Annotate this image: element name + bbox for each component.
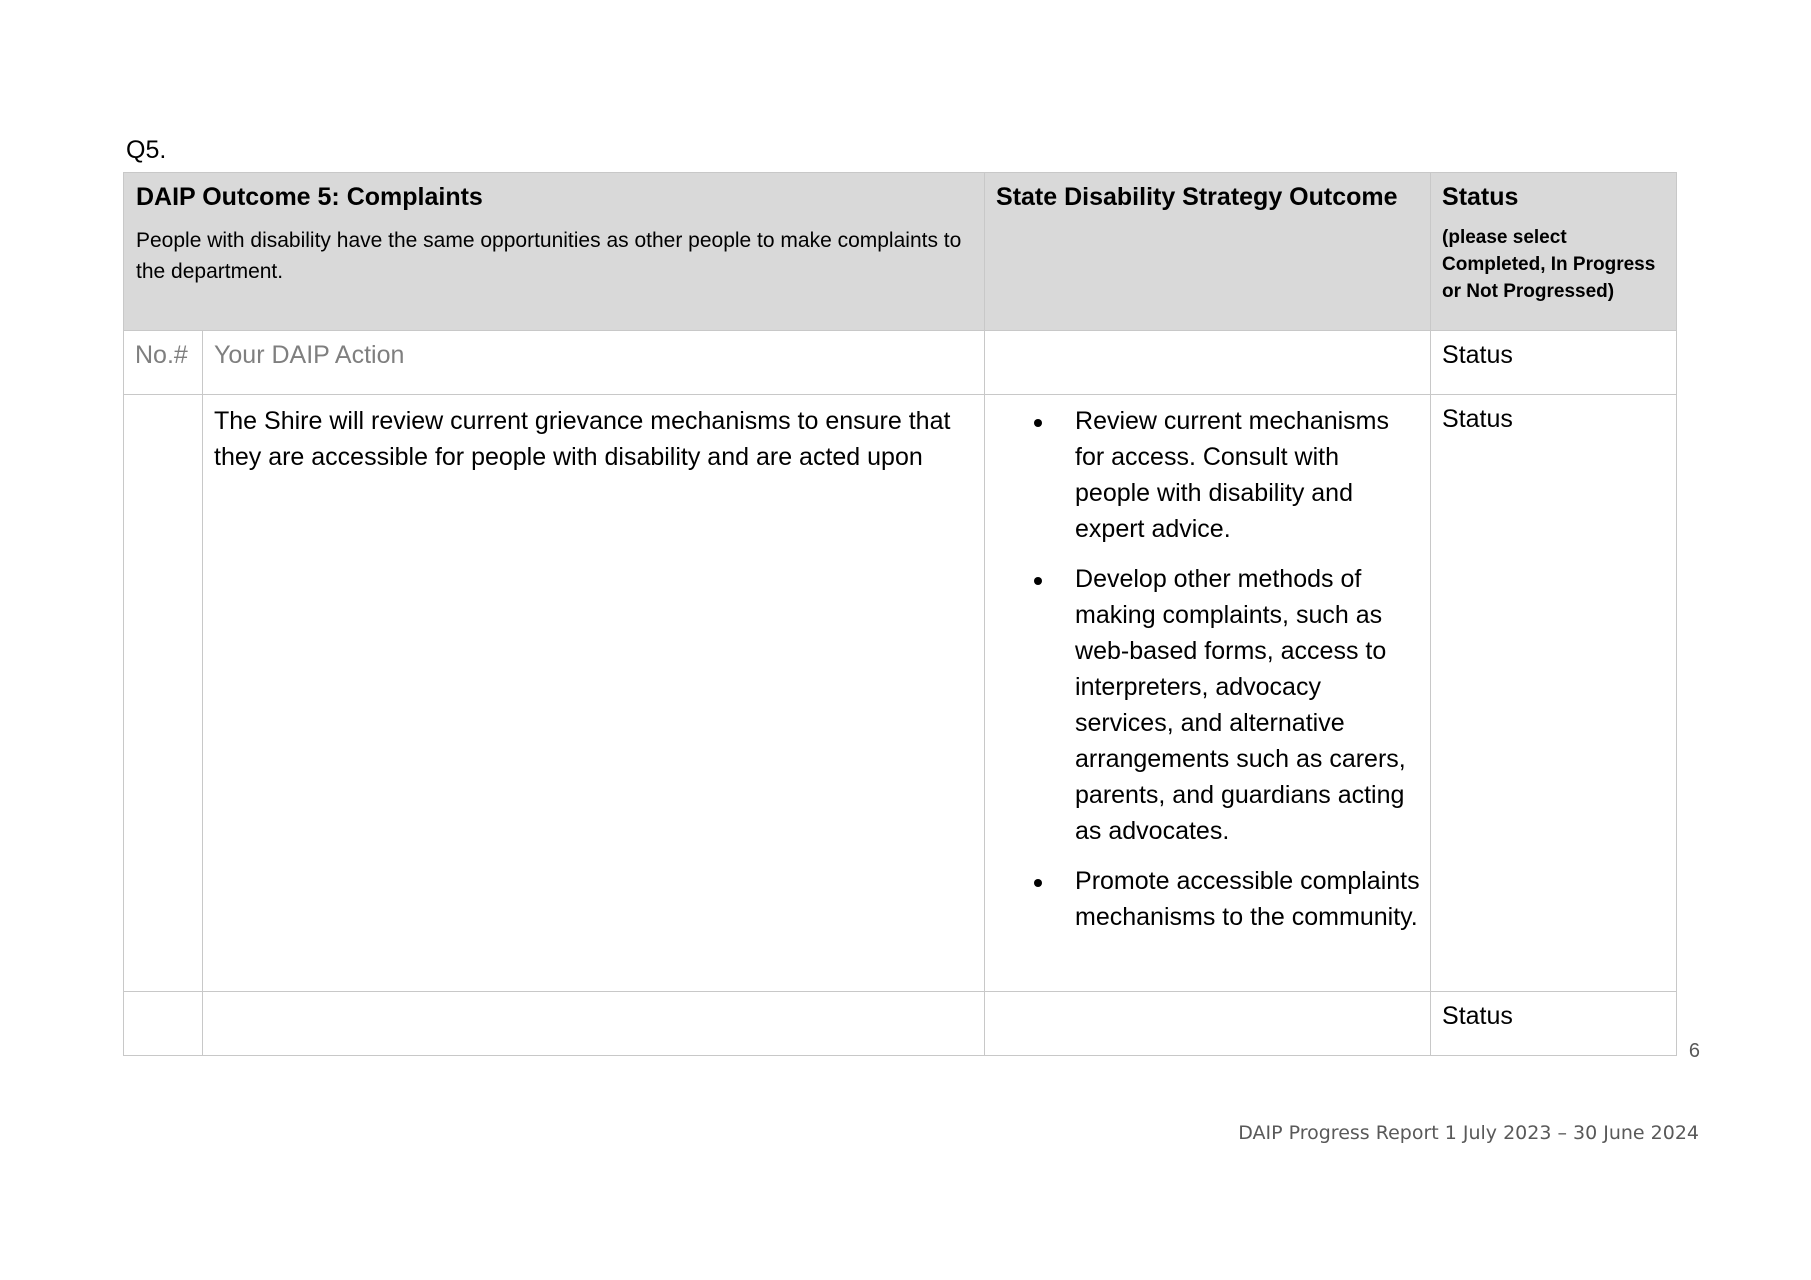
outcome-table bbox=[123, 172, 1677, 1056]
status-dropdown[interactable]: Status bbox=[1431, 395, 1677, 992]
list-item bbox=[985, 403, 1420, 547]
strategy-header-cell bbox=[985, 173, 1431, 331]
bullet-icon bbox=[1034, 879, 1042, 887]
list-item bbox=[985, 561, 1420, 849]
status-title: Status bbox=[1442, 183, 1519, 211]
action-cell: The Shire will review current grievance mechanisms to ensure that they are accessible for people with disability and are acted upon bbox=[203, 395, 985, 992]
row-number-cell bbox=[124, 395, 203, 992]
status-column-label[interactable]: Status bbox=[1431, 331, 1677, 395]
strategy-title: State Disability Strategy Outcome bbox=[996, 183, 1398, 211]
action-cell bbox=[203, 992, 985, 1056]
outcome-description: People with disability have the same opportunities as other people to make complaints to the department. bbox=[136, 229, 962, 283]
strategy-list bbox=[985, 395, 1430, 935]
table-row bbox=[124, 395, 1677, 992]
strategy-point: Develop other methods of making complaints, such as web-based forms, access to interpreters, advocacy services, and alternative arrangements such as carers, parents, and guardians acting as advocates. bbox=[1075, 565, 1406, 845]
strategy-column-cell bbox=[985, 331, 1431, 395]
strategy-point: Promote accessible complaints mechanisms to the community. bbox=[1075, 867, 1420, 931]
status-note: (please select Completed, In Progress or Not Progressed) bbox=[1442, 227, 1656, 302]
table-row bbox=[124, 992, 1677, 1056]
bullet-icon bbox=[1034, 577, 1042, 585]
page-number: 6 bbox=[1688, 1040, 1700, 1062]
strategy-cell bbox=[985, 992, 1431, 1056]
footer-text: DAIP Progress Report 1 July 2023 – 30 June 2024 bbox=[1238, 1122, 1699, 1144]
row-number-cell bbox=[124, 992, 203, 1056]
list-item bbox=[985, 863, 1420, 935]
outcome-header-cell bbox=[124, 173, 985, 331]
table-header-row bbox=[124, 173, 1677, 331]
outcome-title: DAIP Outcome 5: Complaints bbox=[136, 183, 483, 211]
strategy-point: Review current mechanisms for access. Consult with people with disability and expert advice. bbox=[1075, 407, 1390, 543]
action-column-label[interactable]: Your DAIP Action bbox=[203, 331, 985, 395]
status-dropdown[interactable]: Status bbox=[1431, 992, 1677, 1056]
question-label: Q5. bbox=[126, 136, 167, 164]
strategy-cell bbox=[985, 395, 1431, 992]
number-column-label: No.# bbox=[124, 331, 203, 395]
status-header-cell bbox=[1431, 173, 1677, 331]
table-subheader-row bbox=[124, 331, 1677, 395]
bullet-icon bbox=[1034, 419, 1042, 427]
